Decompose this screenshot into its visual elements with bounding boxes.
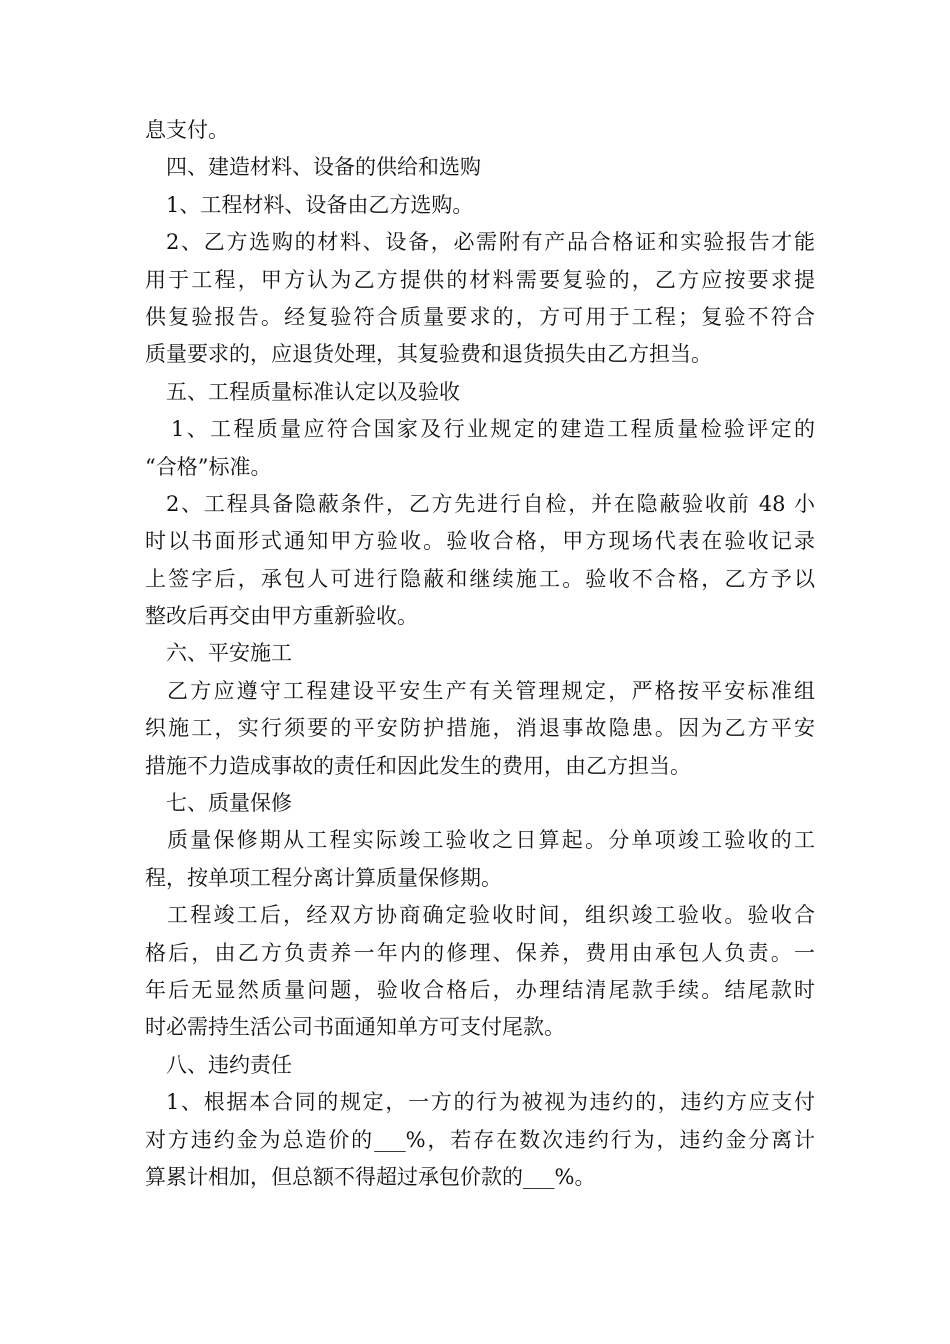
paragraph-line: 用于工程，甲方认为乙方提供的材料需要复验的，乙方应按要求提 — [145, 267, 815, 292]
paragraph-line: 1、工程材料、设备由乙方选购。 — [166, 192, 474, 217]
paragraph-line: 质量保修期从工程实际竣工验收之日算起。分单项竣工验收的工 — [167, 828, 815, 853]
paragraph-line: 算累计相加，但总额不得超过承包价款的___%。 — [145, 1164, 596, 1189]
section-heading-4: 四、建造材料、设备的供给和选购 — [166, 155, 481, 180]
paragraph-line: 2、工程具备隐蔽条件，乙方先进行自检，并在隐蔽验收前 48 小 — [166, 491, 815, 516]
paragraph-line: 上签字后，承包人可进行隐蔽和继续施工。验收不合格，乙方予以 — [145, 566, 815, 591]
paragraph-line: 整改后再交由甲方重新验收。 — [145, 604, 418, 629]
document-page — [145, 112, 815, 1196]
paragraph-line: 供复验报告。经复验符合质量要求的，方可用于工程；复验不符合 — [145, 304, 815, 329]
paragraph-line: 时以书面形式通知甲方验收。验收合格，甲方现场代表在验收记录 — [145, 529, 815, 554]
section-heading-8: 八、违约责任 — [166, 1052, 292, 1077]
paragraph-line: 1、工程质量应符合国家及行业规定的建造工程质量检验评定的 — [171, 417, 815, 442]
paragraph-line: 时必需持生活公司书面通知单方可支付尾款。 — [145, 1015, 565, 1040]
paragraph-line: 2、乙方选购的材料、设备，必需附有产品合格证和实验报告才能 — [166, 230, 815, 255]
paragraph-line: 1、根据本合同的规定，一方的行为被视为违约的，违约方应支付 — [166, 1090, 815, 1115]
paragraph-line: “合格”标准。 — [145, 454, 272, 479]
paragraph-line: 措施不力造成事故的责任和因此发生的费用，由乙方担当。 — [145, 753, 691, 778]
paragraph-line: 年后无显然质量问题，验收合格后，办理结清尾款手续。结尾款时 — [145, 977, 815, 1002]
paragraph-line: 格后，由乙方负责养一年内的修理、保养，费用由承包人负责。一 — [145, 940, 815, 965]
section-heading-7: 七、质量保修 — [166, 791, 292, 816]
paragraph-line: 织施工，实行须要的平安防护措施，消退事故隐患。因为乙方平安 — [145, 716, 815, 741]
paragraph-line: 工程竣工后，经双方协商确定验收时间，组织竣工验收。验收合 — [167, 903, 815, 928]
section-heading-5: 五、工程质量标准认定以及验收 — [166, 379, 460, 404]
paragraph-line: 质量要求的，应退货处理，其复验费和退货损失由乙方担当。 — [145, 342, 712, 367]
paragraph-line: 息支付。 — [145, 118, 229, 142]
paragraph-line: 程，按单项工程分离计算质量保修期。 — [145, 865, 502, 890]
paragraph-line: 乙方应遵守工程建设平安生产有关管理规定，严格按平安标准组 — [167, 678, 815, 703]
paragraph-line: 对方违约金为总造价的___%，若存在数次违约行为，违约金分离计 — [145, 1127, 815, 1152]
section-heading-6: 六、平安施工 — [166, 641, 292, 666]
